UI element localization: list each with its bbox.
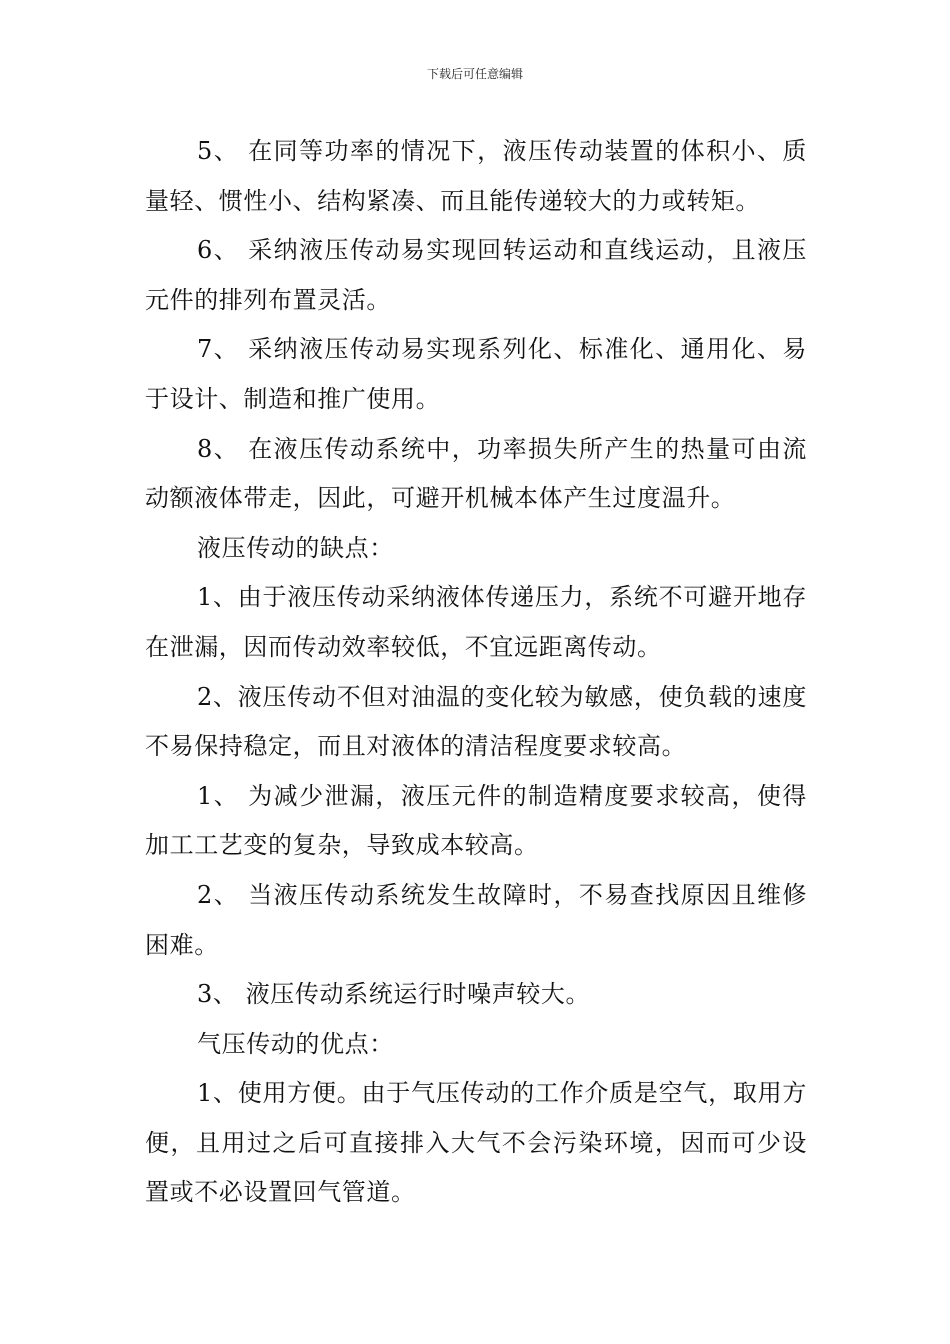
heading-pneumatic-advantages: 气压传动的优点： [197,1029,394,1058]
paragraph-disadvantage-1: 1、由于液压传动采纳液体传递压力，系统不可避开地存在泄漏，因而传动效率较低，不宜远距离传动。 [145,583,807,661]
paragraph-advantage-5: 5、 在同等功率的情况下，液压传动装置的体积小、质量轻、惯性小、结构紧凑、而且能传递较大的力或转矩。 [145,137,807,215]
paragraph-advantage-7: 7、 采纳液压传动易实现系列化、标准化、通用化、易于设计、制造和推广使用。 [145,335,807,413]
paragraph-advantage-6: 6、 采纳液压传动易实现回转运动和直线运动，且液压元件的排列布置灵活。 [145,236,807,314]
paragraph-advantage-8: 8、 在液压传动系统中，功率损失所产生的热量可由流动额液体带走，因此，可避开机械本体产生过度温升。 [145,434,807,513]
page-header: 下载后可任意编辑 [426,67,523,81]
paragraph-disadvantage-2: 2、液压传动不但对油温的变化较为敏感，使负载的速度不易保持稳定，而且对液体的清洁程度要求较高。 [145,682,807,761]
paragraph-disadvantage-3: 1、 为减少泄漏，液压元件的制造精度要求较高，使得加工工艺变的复杂，导致成本较高。 [145,781,807,860]
paragraph-disadvantage-4: 2、 当液压传动系统发生故障时，不易查找原因且维修困难。 [145,880,807,959]
paragraph-disadvantage-5: 3、 液压传动系统运行时噪声较大。 [197,980,591,1009]
heading-hydraulic-disadvantages: 液压传动的缺点： [197,533,394,562]
paragraph-pneumatic-advantage-1: 1、使用方便。由于气压传动的工作介质是空气，取用方便，且用过之后可直接排入大气不会污染环境，因而可少设置或不必设置回气管道。 [145,1079,807,1207]
document-body [145,127,807,1218]
